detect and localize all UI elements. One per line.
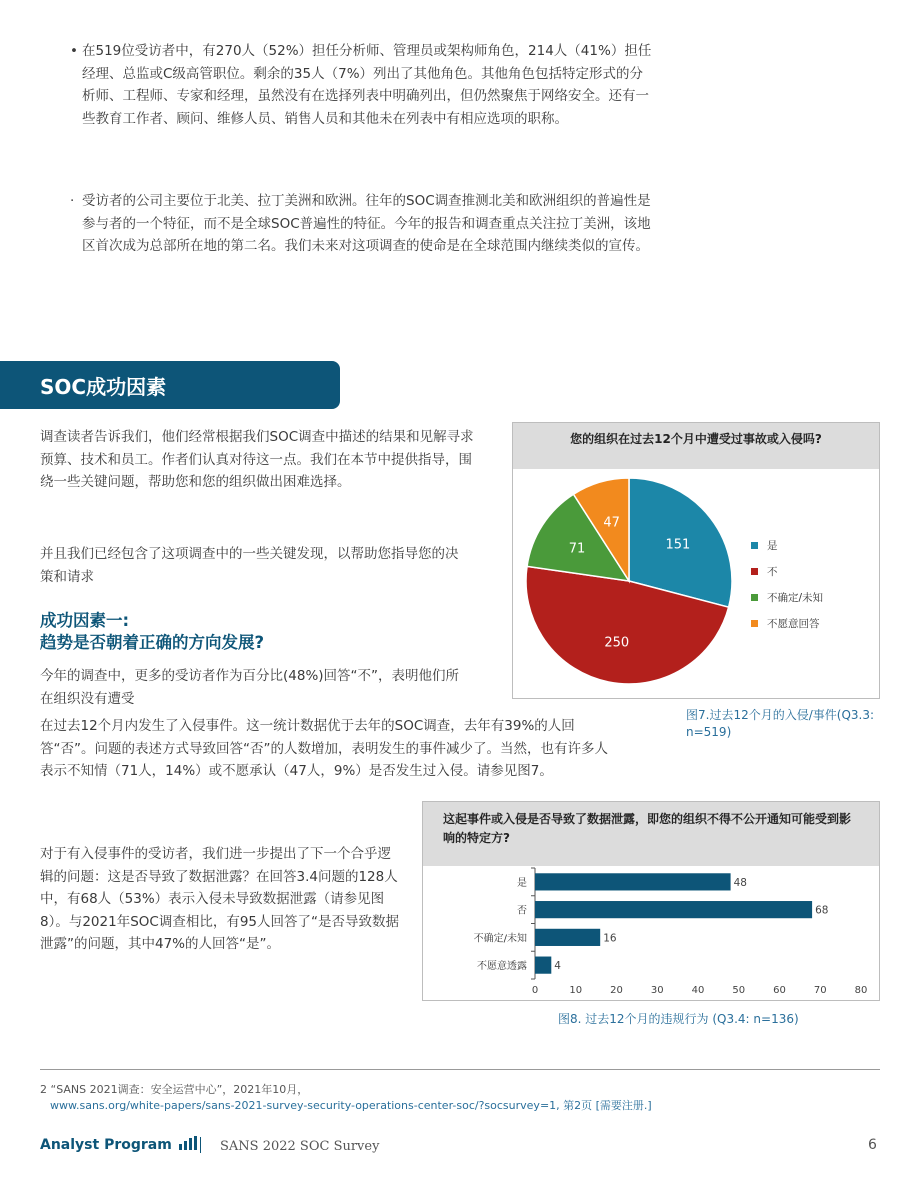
bullet-text-regions: 受访者的公司主要位于北美、拉丁美洲和欧洲。往年的SOC调查推测北美和欧洲组织的普遍性是参与者的一个特征，而不是全球SOC普遍性的特征。今年的报告和调查重点关注拉丁美洲，该地区首次成为总部所在地的第二名。我们未来对这项调查的使命是在全球范围内继续类似的宣传。 (82, 193, 651, 254)
bar (535, 901, 812, 918)
legend-label: 不 (767, 566, 778, 578)
bar-chart (423, 866, 879, 1000)
footer-divider (200, 1137, 201, 1153)
legend-swatch (751, 568, 758, 575)
bar-value-label: 16 (603, 932, 617, 945)
success-factor-title: 成功因素一: 趋势是否朝着正确的方向发展? (40, 611, 265, 652)
footnote-divider (40, 1069, 880, 1070)
legend-label: 不确定/未知 (767, 592, 824, 604)
x-tick-label: 30 (650, 985, 664, 996)
x-tick-label: 0 (531, 985, 539, 996)
bullet-text-roles: 在519位受访者中，有270人（52%）担任分析师、管理员或架构师角色，214人（41%）担任经理、总监或C级高管职位。剩余的35人（7%）列出了其他角色。其他角色包括特定形式的分析师、工程师、专家和经理，虽然没有在选择列表中明确列出，但仍然聚焦于网络安全。还有一些教育工作者、顾问、维修人员、销售人员和其他未在列表中有相应选项的职称。 (82, 43, 652, 127)
x-tick-label: 50 (732, 985, 746, 996)
paragraph-a: 今年的调查中，更多的受访者作为百分比(48%)回答“不”，表明他们所在组织没有遭受 (40, 668, 460, 707)
pie-slice-value: 47 (603, 515, 620, 531)
footnote-link[interactable]: www.sans.org/white-papers/sans-2021-survey-security-operations-center-soc/?socsurvey=1, 第2页 [需要注册.] (50, 1099, 652, 1112)
legend-swatch (751, 620, 758, 627)
category-label: 否 (517, 905, 527, 917)
pie-chart-figure (512, 422, 880, 699)
bar-chart-logo-icon (179, 1136, 197, 1150)
paragraph-c: 对于有入侵事件的受访者，我们进一步提出了下一个合乎逻辑的问题：这是否导致了数据泄露？在回答3.4问题的128人中，有68人（53%）表示入侵未导致数据泄露（请参见图8）。与2021年SOC调查相比，有95人回答了“是否导致数据泄露”的问题，其中47%的人回答“是”。 (40, 846, 399, 952)
legend-swatch (751, 542, 758, 549)
category-label: 是 (517, 877, 527, 889)
section-banner (0, 361, 340, 409)
bar-value-label: 48 (733, 876, 747, 889)
x-tick-label: 80 (854, 985, 868, 996)
pie-chart-title: 您的组织在过去12个月中遭受过事故或入侵吗? (570, 432, 822, 446)
page-number: 6 (868, 1137, 877, 1153)
analyst-program-brand: Analyst Program (40, 1137, 172, 1153)
intro-paragraph: 调查读者告诉我们，他们经常根据我们SOC调查中描述的结果和见解寻求预算、技术和员工。作者们认真对待这一点。我们在本节中提供指导，围绕一些关键问题，帮助您和您的组织做出困难选择。 (40, 429, 474, 490)
bar-chart-title: 这起事件或入侵是否导致了数据泄露，即您的组织不得不公开通知可能受到影响的特定方? (443, 812, 852, 845)
analyst-program-logo (40, 1136, 197, 1153)
legend-label: 不愿意回答 (767, 618, 820, 630)
bullet-marker: · (70, 193, 75, 209)
x-tick-label: 60 (773, 985, 786, 996)
footer-survey-name: SANS 2022 SOC Survey (220, 1139, 380, 1154)
bar-value-label: 4 (554, 960, 561, 973)
pie-chart-header (513, 423, 879, 469)
pie-slice-value: 250 (604, 635, 630, 651)
x-tick-label: 20 (610, 985, 623, 996)
bullet-point-regions (70, 190, 655, 258)
footnote-line-1: 2 “SANS 2021调查：安全运营中心”，2021年10月， (40, 1083, 309, 1096)
pie-chart (513, 469, 879, 698)
figure-8-caption: 图8. 过去12个月的违规行为 (Q3.4: n=136) (558, 1012, 799, 1026)
section-title: SOC成功因素 (40, 375, 167, 399)
bar (535, 957, 551, 974)
figure-7-caption: 图7.过去12个月的入侵/事件(Q3.3: n=519) (686, 708, 875, 739)
x-tick-label: 70 (813, 985, 827, 996)
bar-value-label: 68 (815, 904, 829, 917)
paragraph-b: 在过去12个月内发生了入侵事件。这一统计数据优于去年的SOC调查，去年有39%的人回答“否”。问题的表述方式导致回答“否”的人数增加，表明发生的事件减少了。当然，也有许多人表示不知情（71人，14%）或不愿承认（47人，9%）是否发生过入侵。请参见图7。 (40, 718, 608, 779)
pie-slice-value: 151 (665, 537, 691, 553)
bullet-marker: • (70, 43, 78, 59)
intro-paragraph-2: 并且我们已经包含了这项调查中的一些关键发现，以帮助您指导您的决策和请求 (40, 546, 459, 585)
legend-swatch (751, 594, 758, 601)
bar (535, 873, 731, 890)
bar (535, 929, 600, 946)
x-tick-label: 40 (691, 985, 705, 996)
x-tick-label: 10 (569, 985, 583, 996)
legend-label: 是 (767, 540, 778, 552)
category-label: 不愿意透露 (477, 961, 527, 973)
category-label: 不确定/未知 (473, 933, 527, 945)
pie-slice-value: 71 (568, 541, 586, 557)
bar-chart-figure (422, 801, 880, 1001)
bar-chart-header (423, 802, 879, 866)
bullet-point-roles (70, 40, 655, 130)
